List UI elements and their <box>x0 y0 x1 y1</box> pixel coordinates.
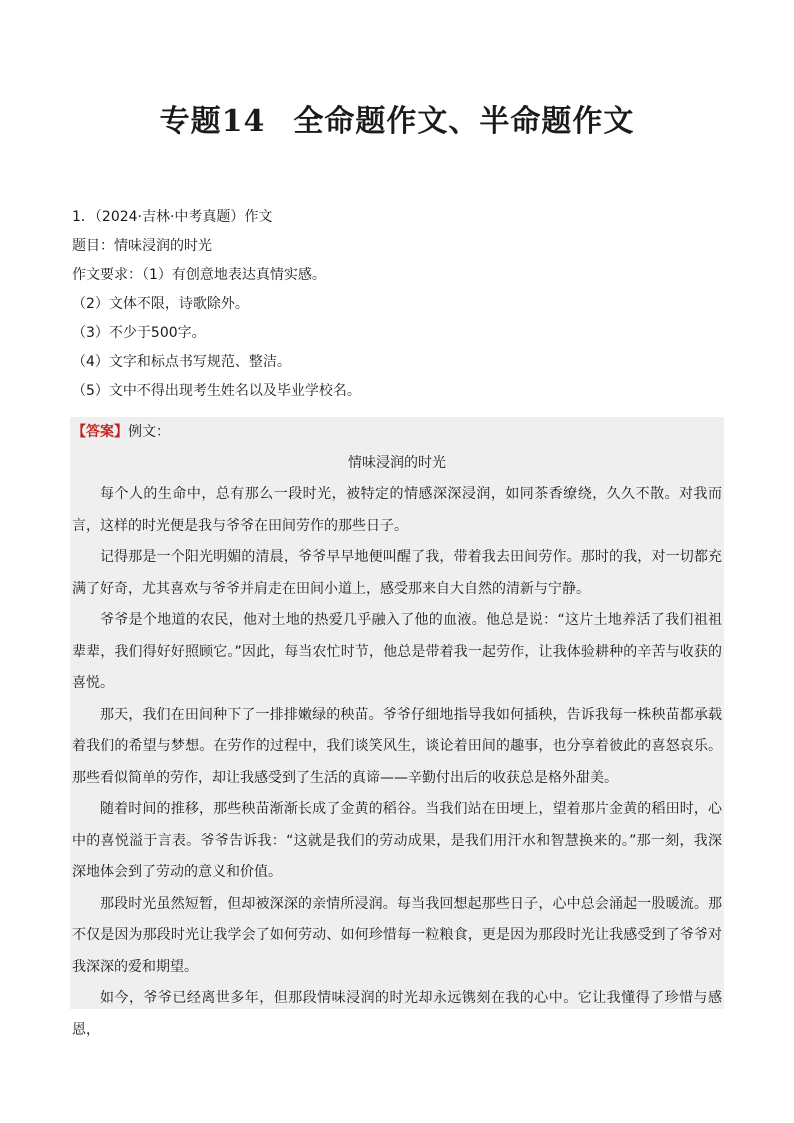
requirement-4: （4）文字和标点书写规范、整洁。 <box>72 354 291 370</box>
question-source: 1．（2024·吉林·中考真题）作文 <box>72 209 273 225</box>
essay-paragraph: 记得那是一个阳光明媚的清晨，爷爷早早地便叫醒了我，带着我去田间劳作。那时的我，对一切都充满了好奇，尤其喜欢与爷爷并肩走在田间小道上，感受那来自大自然的清新与宁静。 <box>72 549 722 597</box>
answer-header <box>70 417 724 448</box>
question-block <box>72 203 724 406</box>
essay-paragraph: 爷爷是个地道的农民，他对土地的热爱几乎融入了他的血液。他总是说：“这片土地养活了我们祖祖辈辈，我们得好好照顾它。”因此，每当农忙时节，他总是带着我一起劳作，让我体验耕种的辛苦与收获的喜悦。 <box>72 612 722 691</box>
requirement-2: （2）文体不限，诗歌除外。 <box>72 296 249 312</box>
essay-paragraph: 随着时间的推移，那些秧苗渐渐长成了金黄的稻谷。当我们站在田埂上，望着那片金黄的稻田时，心中的喜悦溢于言表。爷爷告诉我：“这就是我们的劳动成果，是我们用汗水和智慧换来的。”那一刻，我深深地体会到了劳动的意义和价值。 <box>72 801 722 880</box>
answer-label: 例文： <box>128 424 170 440</box>
requirement-5: （5）文中不得出现考生姓名以及毕业学校名。 <box>72 383 361 399</box>
title-topic-name: 全命题作文、半命题作文 <box>293 104 635 139</box>
question-topic: 题目：情味浸润的时光 <box>72 238 212 254</box>
answer-block <box>70 417 724 1038</box>
essay-paragraph: 每个人的生命中，总有那么一段时光，被特定的情感深深浸润，如同茶香缭绕，久久不散。对我而言，这样的时光便是我与爷爷在田间劳作的那些日子。 <box>72 486 722 534</box>
page-title <box>0 96 794 140</box>
essay-paragraph: 如今，爷爷已经离世多年，但那段情味浸润的时光却永远镌刻在我的心中。它让我懂得了珍惜与感恩， <box>72 990 722 1038</box>
answer-tag: 【答案】 <box>72 424 128 440</box>
requirement-3: （3）不少于500字。 <box>72 325 206 341</box>
essay-paragraph: 那天，我们在田间种下了一排排嫩绿的秧苗。爷爷仔细地指导我如何插秧，告诉我每一株秧苗都承载着我们的希望与梦想。在劳作的过程中，我们谈笑风生，谈论着田间的趣事，也分享着彼此的喜怒哀乐。那些看似简单的劳作，却让我感受到了生活的真谛——辛勤付出后的收获总是格外甜美。 <box>72 706 722 786</box>
essay-title: 情味浸润的时光 <box>348 455 446 471</box>
requirement-1: 作文要求：（1）有创意地表达真情实感。 <box>72 267 326 283</box>
essay-body <box>70 479 724 1046</box>
essay-paragraph: 那段时光虽然短暂，但却被深深的亲情所浸润。每当我回想起那些日子，心中总会涌起一股暖流。那不仅是因为那段时光让我学会了如何劳动、如何珍惜每一粒粮食，更是因为那段时光让我感受到了爷爷对我深深的爱和期望。 <box>72 895 722 975</box>
title-topic-number: 专题14 <box>159 104 266 139</box>
